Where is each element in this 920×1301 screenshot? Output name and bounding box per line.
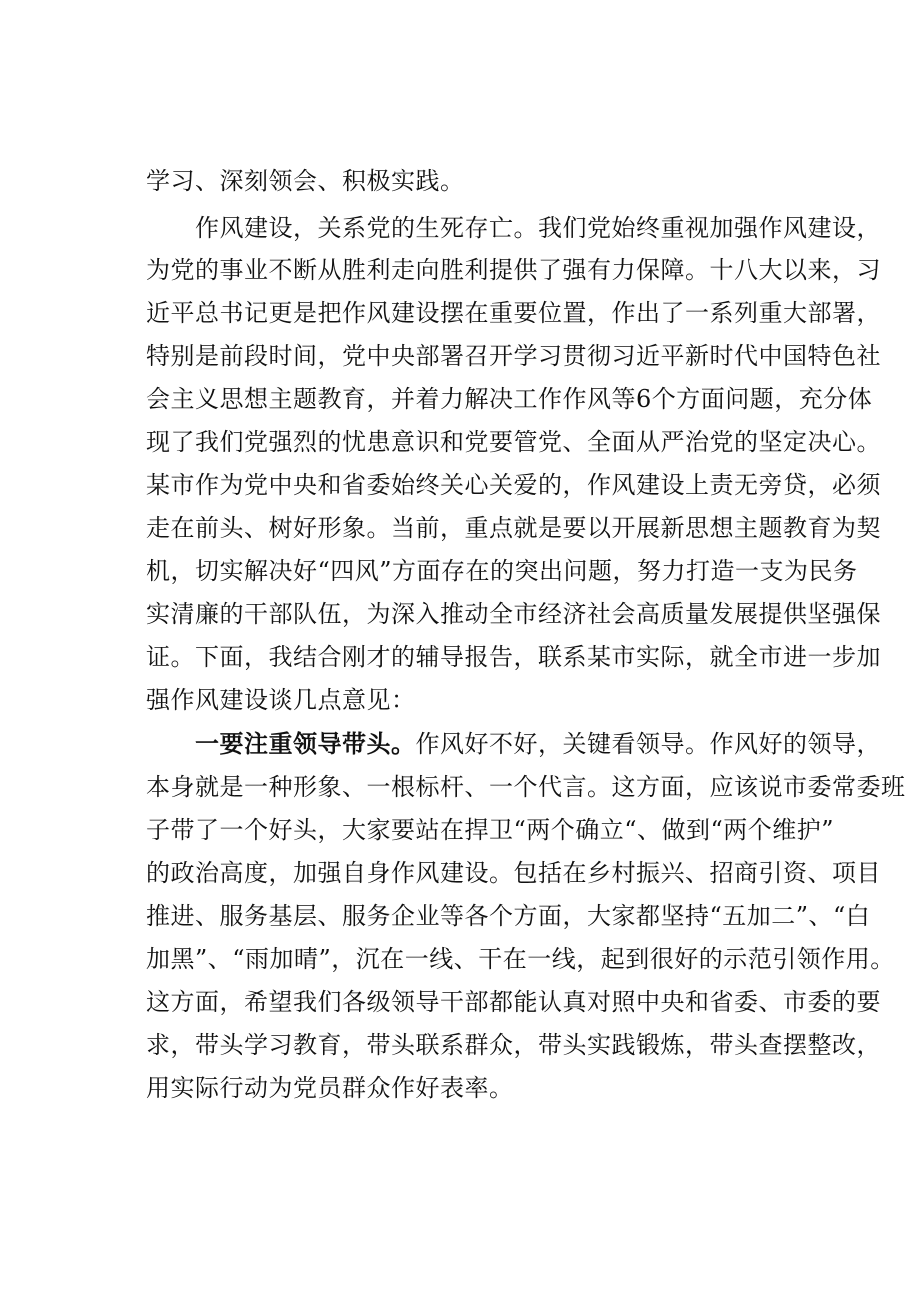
section-heading-rest: 作风好不好，关键看领导。作风好的领导， [415,730,881,758]
paragraph-line: 为党的事业不断从胜利走向胜利提供了强有力保障。十八大以来，习 [146,256,881,284]
section-heading-line [195,724,881,764]
section-heading: 一要注重领导带头。 [195,729,416,758]
paragraph-line: 强作风建设谈几点意见： [146,686,416,714]
paragraph-line: 近平总书记更是把作风建设摆在重要位置，作出了一系列重大部署， [146,299,881,327]
paragraph-line: 走在前头、树好形象。当前，重点就是要以开展新思想主题教育为契 [146,514,881,542]
paragraph-line: 求，带头学习教育，带头联系群众，带头实践锻炼，带头查摆整改， [146,1031,881,1059]
paragraph-line: 本身就是一种形象、一根标杆、一个代言。这方面，应该说市委常委班 [146,773,906,801]
paragraph-line: 现了我们党强烈的忧患意识和党要管党、全面从严治党的坚定决心。 [146,428,881,456]
paragraph-line: 机，切实解决好“四风”方面存在的突出问题，努力打造一支为民务 [146,557,858,585]
paragraph-line: 作风建设，关系党的生死存亡。我们党始终重视加强作风建设， [195,214,881,242]
paragraph-line: 会主义思想主题教育，并着力解决工作作风等6个方面问题，充分体 [146,385,873,413]
paragraph-line: 加黑”、“雨加晴”，沉在一线、干在一线，起到很好的示范引领作用。 [146,945,895,973]
paragraph-line: 学习、深刻领会、积极实践。 [146,167,465,195]
paragraph-line: 的政治高度，加强自身作风建设。包括在乡村振兴、招商引资、项目 [146,859,881,887]
paragraph-line: 这方面，希望我们各级领导干部都能认真对照中央和省委、市委的要 [146,988,881,1016]
paragraph-line: 推进、服务基层、服务企业等各个方面，大家都坚持“五加二”、“白 [146,902,871,930]
paragraph-line: 特别是前段时间，党中央部署召开学习贯彻习近平新时代中国特色社 [146,342,881,370]
paragraph-line: 实清廉的干部队伍，为深入推动全市经济社会高质量发展提供坚强保 [146,600,881,628]
paragraph-line: 某市作为党中央和省委始终关心关爱的，作风建设上责无旁贷，必须 [146,471,881,499]
paragraph-line: 证。下面，我结合刚才的辅导报告，联系某市实际，就全市进一步加 [146,643,881,671]
paragraph-line: 子带了一个好头，大家要站在捍卫“两个确立“、做到“两个维护” [146,816,835,844]
paragraph-line: 用实际行动为党员群众作好表率。 [146,1074,514,1102]
